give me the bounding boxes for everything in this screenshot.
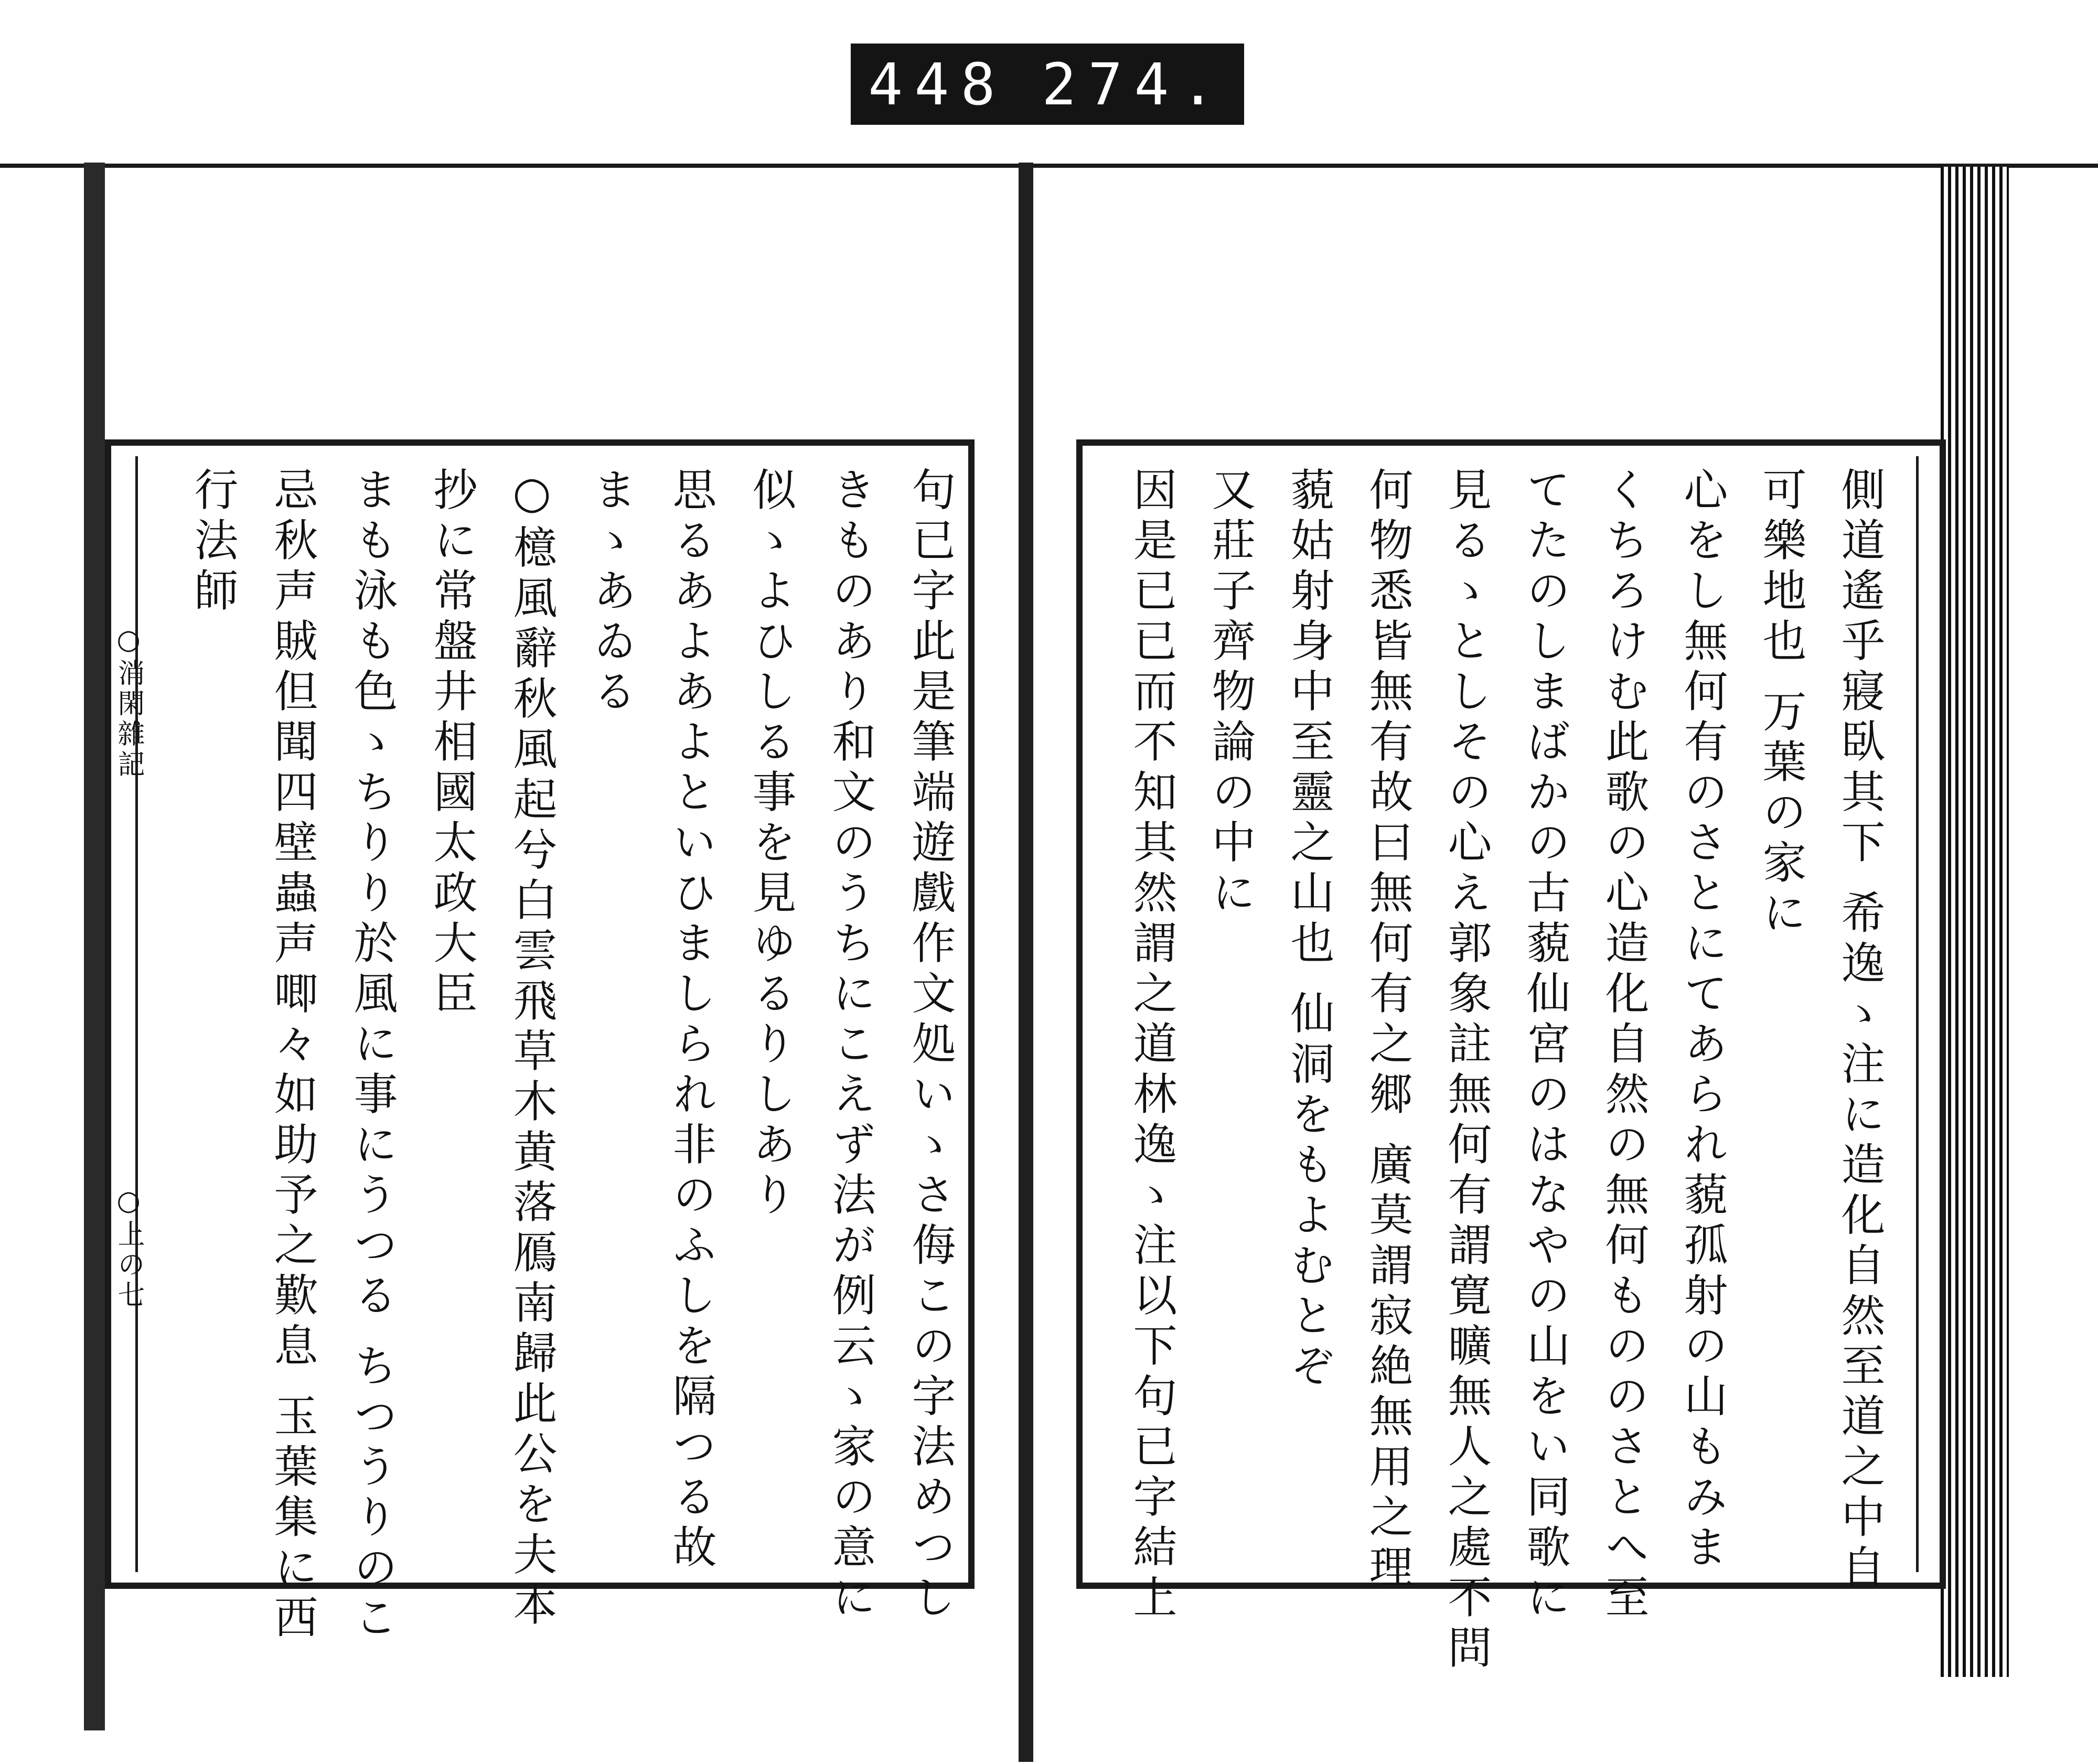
text-column: てたのしまばかの古藐仙宮のはなやの山をい同歌に — [1519, 467, 1571, 1625]
text-column: 抄に常盤井相國太政大臣 — [426, 467, 478, 1020]
text-column: 似ゝよひしる事を見ゆるりしあり — [745, 467, 797, 1222]
left-book-edge — [84, 163, 105, 1730]
text-column: 思るあよあよといひましられ非のふしを隔つる故 — [666, 467, 717, 1574]
text-column: きものあり和文のうちにこえず法が例云ゝ家の意に — [825, 467, 876, 1625]
top-rule — [0, 164, 2098, 168]
left-page-folio: ○上の七 — [113, 1185, 144, 1311]
left-page-frame — [105, 439, 975, 1645]
archive-number-right: 274. — [1041, 50, 1227, 118]
text-column: 藐姑射身中至靈之山也 仙洞をもよむとぞ — [1283, 467, 1335, 1393]
page-stack-edge — [1941, 167, 2009, 1677]
left-page-running-title: ○消閑雜記 — [113, 624, 144, 780]
right-page-margin-rule — [1916, 456, 1919, 1572]
text-column: くちろけむ此歌の心造化自然の無何もののさとへ至 — [1598, 467, 1650, 1625]
text-column: ○檍風辭秋風起兮白雲飛草木黄落鴈南歸此公を夫本 — [506, 467, 558, 1632]
text-column: 忌秋声賊但聞四壁蟲声唧々如助予之歎息 玉葉集に西 — [267, 467, 318, 1645]
archive-number-left: 448 — [868, 50, 1007, 118]
text-column: 見るゝとしその心え郭象註無何有謂寛曠無人之處不問 — [1441, 467, 1492, 1675]
book-gutter — [1019, 163, 1033, 1762]
text-column: 句已字此是筆端遊戲作文処いゝさ侮この字法めつし — [905, 467, 956, 1625]
text-column: 側道遙乎寢臥其下 希逸ゝ注に造化自然至道之中自 — [1834, 467, 1886, 1595]
archive-label — [851, 44, 1244, 125]
text-column: まも泳も色ゝちりり於風に事にうつる ちつうりのこ — [347, 467, 398, 1645]
text-column: 可樂地也 万葉の家に — [1756, 467, 1807, 940]
text-column: 因是已已而不知其然謂之道林逸ゝ注以下句已字結上 — [1126, 467, 1178, 1625]
right-page-frame — [1076, 439, 1946, 1675]
text-column: 又莊子齊物論の中に — [1205, 467, 1256, 920]
text-column: 行法師 — [187, 467, 239, 618]
text-column: 心をし無何有のさとにてあられ藐孤射の山もみま — [1677, 467, 1728, 1574]
text-column: 何物悉皆無有故曰無何有之郷 廣莫謂寂絶無用之理 — [1362, 467, 1414, 1595]
text-column: まゝあゐる — [586, 467, 637, 718]
